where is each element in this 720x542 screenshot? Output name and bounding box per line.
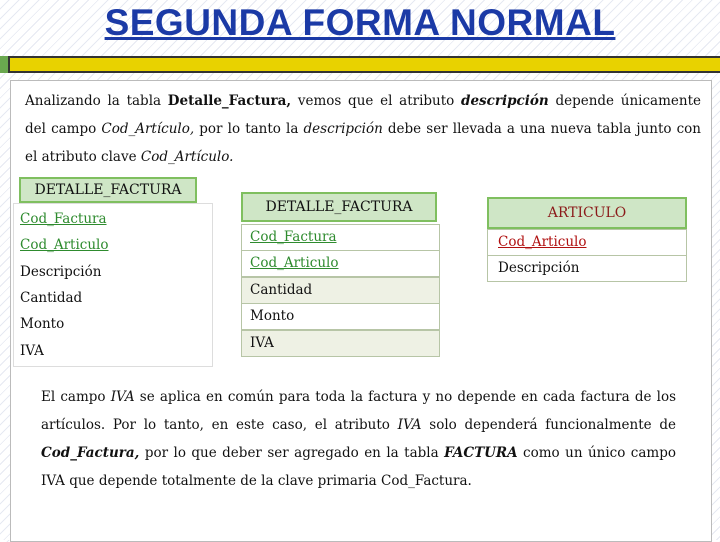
outro-text-1: El campo: [41, 389, 111, 405]
intro-key-2: Cod_Artículo.: [140, 149, 234, 165]
slide-title: SEGUNDA FORMA NORMAL: [104, 2, 616, 43]
table1-row-cod-factura: Cod_Factura: [20, 211, 107, 227]
intro-key: Cod_Artículo,: [101, 121, 195, 137]
table3-header: ARTICULO: [487, 197, 687, 229]
outro-text-3: solo dependerá funcionalmente de: [421, 417, 676, 433]
table2-cell-cod-articulo: Cod_Articulo: [250, 255, 339, 271]
intro-attribute-2: descripción: [303, 121, 383, 137]
table3-row-cod-articulo: [487, 229, 687, 256]
table1-header: DETALLE_FACTURA: [19, 177, 197, 203]
table3-cell-cod-articulo: Cod_Articulo: [498, 234, 587, 250]
outro-factura: FACTURA: [444, 445, 518, 461]
conclusion-paragraph: [41, 383, 676, 495]
title-underline-bar: [0, 56, 720, 73]
table1-row-descripcion: Descripción: [20, 264, 102, 280]
intro-table-name: Detalle_Factura,: [167, 93, 292, 109]
outro-iva-2: IVA: [397, 417, 422, 433]
intro-attribute: descripción: [461, 93, 549, 109]
table2-cell-cod-factura: Cod_Factura: [250, 229, 337, 245]
intro-text-1: Analizando la tabla: [25, 93, 168, 109]
table2-row-cantidad: Cantidad: [241, 277, 440, 304]
table2-header: DETALLE_FACTURA: [241, 192, 437, 222]
table1-row-monto: Monto: [20, 316, 65, 332]
table1-body: [13, 203, 213, 367]
outro-text-2: se aplica en común para toda la factura y no depende en cada factura de los artículos. Por lo tanto, en este caso, el atributo: [41, 389, 677, 433]
intro-paragraph: [25, 87, 701, 171]
table2-row-iva: IVA: [241, 330, 440, 357]
outro-text-4: por lo que deber ser agregado en la tabla: [139, 445, 445, 461]
table2-row-monto: Monto: [241, 303, 440, 330]
intro-text-2: vemos que el atributo: [291, 93, 462, 109]
content-panel: [10, 80, 712, 542]
table2-row-cod-factura: [241, 224, 440, 251]
intro-text-4: por lo tanto la: [194, 121, 304, 137]
intro-text-5: debe ser llevada a una nueva tabla junto con el atributo clave: [25, 121, 701, 165]
outro-cod-factura: Cod_Factura,: [41, 445, 140, 461]
outro-text-5: como un único campo IVA que depende totalmente de la clave primaria Cod_Factura.: [41, 445, 676, 489]
table2-row-cod-articulo: [241, 250, 440, 277]
table1-row-cantidad: Cantidad: [20, 290, 83, 306]
table1-row-cod-articulo: Cod_Articulo: [20, 237, 109, 253]
table3-row-descripcion: Descripción: [487, 255, 687, 282]
intro-text-3: depende únicamente del campo: [25, 93, 701, 137]
table1-row-iva: IVA: [20, 343, 44, 359]
outro-iva: IVA: [110, 389, 135, 405]
